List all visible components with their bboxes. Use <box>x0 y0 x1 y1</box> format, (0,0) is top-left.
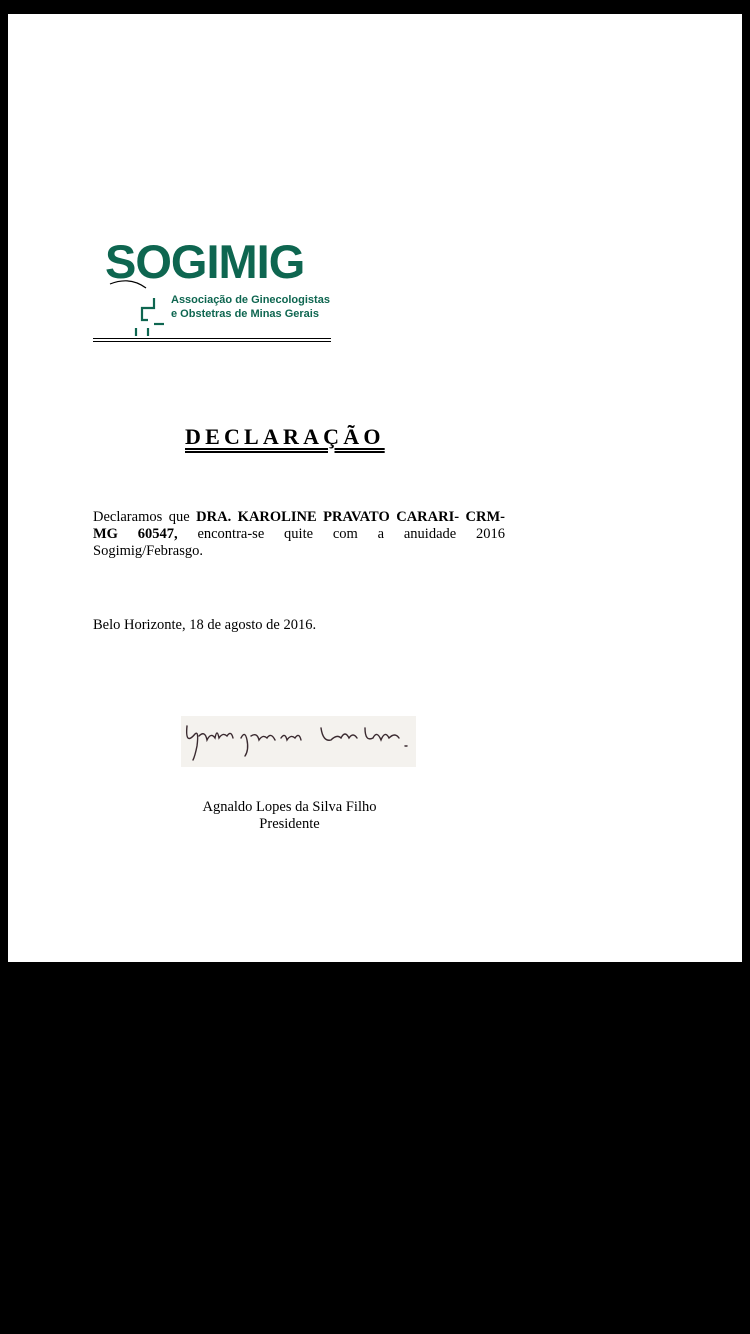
logo-subtitle-line1: Associação de Ginecologistas <box>171 294 330 306</box>
declaration-statement <box>93 509 505 560</box>
signature-drawing <box>181 716 416 767</box>
statement-suffix: encontra-se quite com a anuidade 2016 Sogimig/Febrasgo. <box>93 526 505 559</box>
sogimig-logo <box>102 236 342 336</box>
logo-name: SOGIMIG <box>105 235 305 288</box>
logo-subtitle-line2: e Obstetras de Minas Gerais <box>171 308 319 320</box>
logo-subtitle <box>171 293 330 321</box>
date-line: Belo Horizonte, 18 de agosto de 2016. <box>93 617 317 633</box>
signer-name: Agnaldo Lopes da Silva Filho <box>202 799 377 815</box>
signature-image <box>181 716 416 767</box>
statement-name: DRA. KAROLINE PRAVATO CARARI- CRM-MG 60547, <box>93 509 505 542</box>
signer-block <box>158 799 421 833</box>
document-page <box>8 14 742 962</box>
signer-role: Presidente <box>259 816 320 832</box>
logo-divider <box>93 338 331 342</box>
statement-prefix: Declaramos que <box>93 509 197 525</box>
document-title: DECLARAÇÃO <box>185 424 385 449</box>
